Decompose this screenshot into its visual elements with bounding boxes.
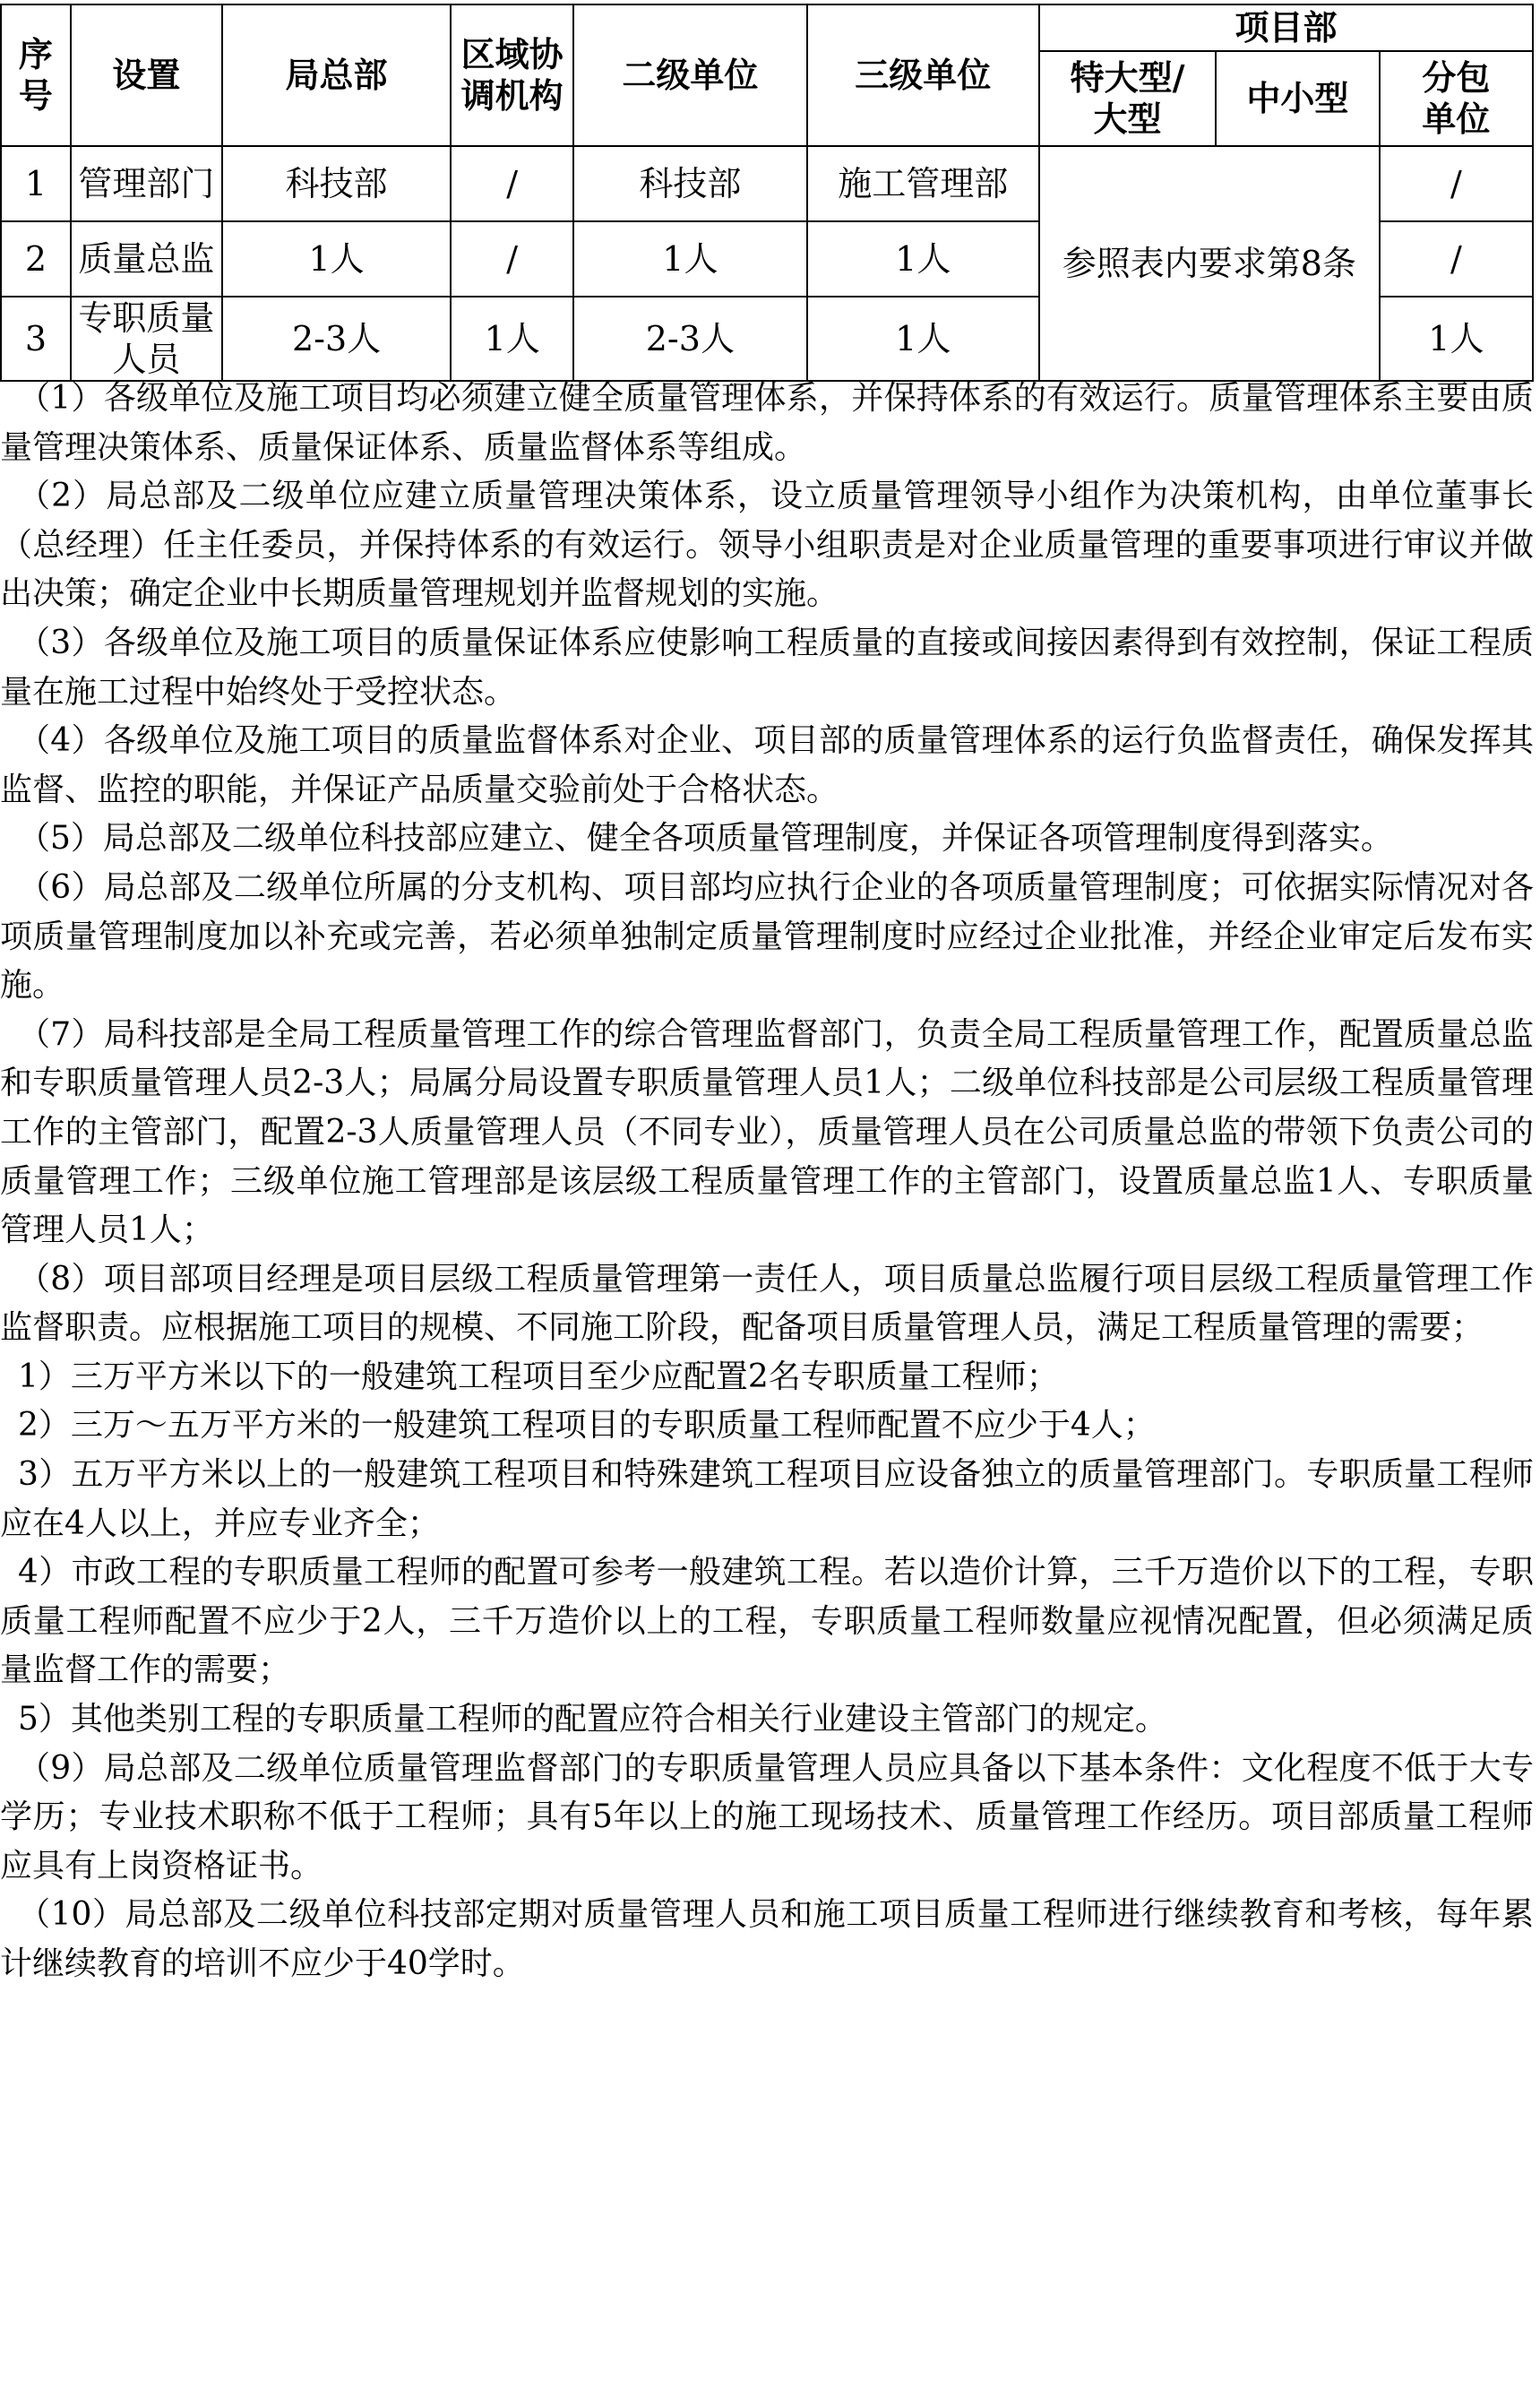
- cell-setting: 专职质量人员: [71, 297, 222, 381]
- cell-level3: 施工管理部: [807, 146, 1039, 221]
- table-row: [1, 146, 1533, 221]
- cell-subcontract: 1人: [1380, 297, 1533, 381]
- cell-seq: 2: [1, 221, 71, 297]
- header-regional: 区域协调机构: [451, 4, 573, 146]
- header-subcontract: 分包单位: [1380, 51, 1533, 146]
- header-setting: 设置: [71, 4, 222, 146]
- cell-setting: 管理部门: [71, 146, 222, 221]
- paragraph-6: （6）局总部及二级单位所属的分支机构、项目部均应执行企业的各项质量管理制度；可依据实际情况对各项质量管理制度加以补充或完善，若必须单独制定质量管理制度时应经过企业批准，并经企业审定后发布实施。: [0, 868, 1534, 1005]
- header-seq: 序号: [1, 4, 71, 146]
- cell-project-merged: 参照表内要求第8条: [1039, 146, 1380, 381]
- cell-level2: 1人: [573, 221, 806, 297]
- paragraph-10: （10）局总部及二级单位科技部定期对质量管理人员和施工项目质量工程师进行继续教育和考核，每年累计继续教育的培训不应少于40学时。: [0, 1896, 1534, 1982]
- paragraph-5: （5）局总部及二级单位科技部应建立、健全各项质量管理制度，并保证各项管理制度得到落实。: [18, 820, 1393, 858]
- requirements-text: [0, 375, 1534, 1989]
- paragraph-3: （3）各级单位及施工项目的质量保证体系应使影响工程质量的直接或间接因素得到有效控制，保证工程质量在施工过程中始终处于受控状态。: [0, 624, 1534, 711]
- sub-item-4: 4）市政工程的专职质量工程师的配置可参考一般建筑工程。若以造价计算，三千万造价以下的工程，专职质量工程师配置不应少于2人，三千万造价以上的工程，专职质量工程师数量应视情况配置，但必须满足质量监督工作的需要；: [0, 1554, 1534, 1689]
- sub-item-3: 3）五万平方米以上的一般建筑工程项目和特殊建筑工程项目应设备独立的质量管理部门。专职质量工程师应在4人以上，并应专业齐全；: [0, 1456, 1534, 1542]
- table-header-row: [1, 4, 1533, 51]
- cell-level2: 2-3人: [573, 297, 806, 381]
- sub-item-1: 1）三万平方米以下的一般建筑工程项目至少应配置2名专职质量工程师；: [18, 1358, 1059, 1395]
- paragraph-8: （8）项目部项目经理是项目层级工程质量管理第一责任人，项目质量总监履行项目层级工程质量管理工作监督职责。应根据施工项目的规模、不同施工阶段，配备项目质量管理人员，满足工程质量管理的需要；: [0, 1260, 1534, 1347]
- cell-level3: 1人: [807, 221, 1039, 297]
- cell-regional: /: [451, 221, 573, 297]
- cell-bureau-hq: 2-3人: [222, 297, 451, 381]
- cell-subcontract: /: [1380, 221, 1533, 297]
- paragraph-1: （1）各级单位及施工项目均必须建立健全质量管理体系，并保持体系的有效运行。质量管理体系主要由质量管理决策体系、质量保证体系、质量监督体系等组成。: [0, 380, 1534, 466]
- header-bureau-hq: 局总部: [222, 4, 451, 146]
- cell-level2: 科技部: [573, 146, 806, 221]
- cell-seq: 1: [1, 146, 71, 221]
- paragraph-7: （7）局科技部是全局工程质量管理工作的综合管理监督部门，负责全局工程质量管理工作，配置质量总监和专职质量管理人员2-3人；局属分局设置专职质量管理人员1人；二级单位科技部是公司层级工程质量管理工作的主管部门，配置2-3人质量管理人员（不同专业），质量管理人员在公司质量总监的带领下负责公司的质量管理工作；三级单位施工管理部是该层级工程质量管理工作的主管部门，设置质量总监1人、专职质量管理人员1人；: [0, 1015, 1534, 1249]
- cell-bureau-hq: 1人: [222, 221, 451, 297]
- cell-level3: 1人: [807, 297, 1039, 381]
- paragraph-2: （2）局总部及二级单位应建立质量管理决策体系，设立质量管理领导小组作为决策机构，由单位董事长（总经理）任主任委员，并保持体系的有效运行。领导小组职责是对企业质量管理的重要事项进行审议并做出决策；确定企业中长期质量管理规划并监督规划的实施。: [0, 478, 1534, 613]
- header-project-dept: 项目部: [1039, 4, 1533, 51]
- cell-regional: 1人: [451, 297, 573, 381]
- cell-setting: 质量总监: [71, 221, 222, 297]
- staffing-table: [0, 4, 1534, 382]
- cell-regional: /: [451, 146, 573, 221]
- header-extra-large: 特大型/大型: [1039, 51, 1216, 146]
- paragraph-9: （9）局总部及二级单位质量管理监督部门的专职质量管理人员应具备以下基本条件：文化程度不低于大专学历；专业技术职称不低于工程师；具有5年以上的施工现场技术、质量管理工作经历。项目部质量工程师应具有上岗资格证书。: [0, 1749, 1534, 1884]
- cell-bureau-hq: 科技部: [222, 146, 451, 221]
- paragraph-4: （4）各级单位及施工项目的质量监督体系对企业、项目部的质量管理体系的运行负监督责任，确保发挥其监督、监控的职能，并保证产品质量交验前处于合格状态。: [0, 722, 1534, 808]
- sub-item-5: 5）其他类别工程的专职质量工程师的配置应符合相关行业建设主管部门的规定。: [18, 1701, 1167, 1738]
- cell-seq: 3: [1, 297, 71, 381]
- header-level3: 三级单位: [807, 4, 1039, 146]
- header-level2: 二级单位: [573, 4, 806, 146]
- sub-item-2: 2）三万～五万平方米的一般建筑工程项目的专职质量工程师配置不应少于4人；: [18, 1407, 1156, 1444]
- header-small-medium: 中小型: [1216, 51, 1380, 146]
- cell-subcontract: /: [1380, 146, 1533, 221]
